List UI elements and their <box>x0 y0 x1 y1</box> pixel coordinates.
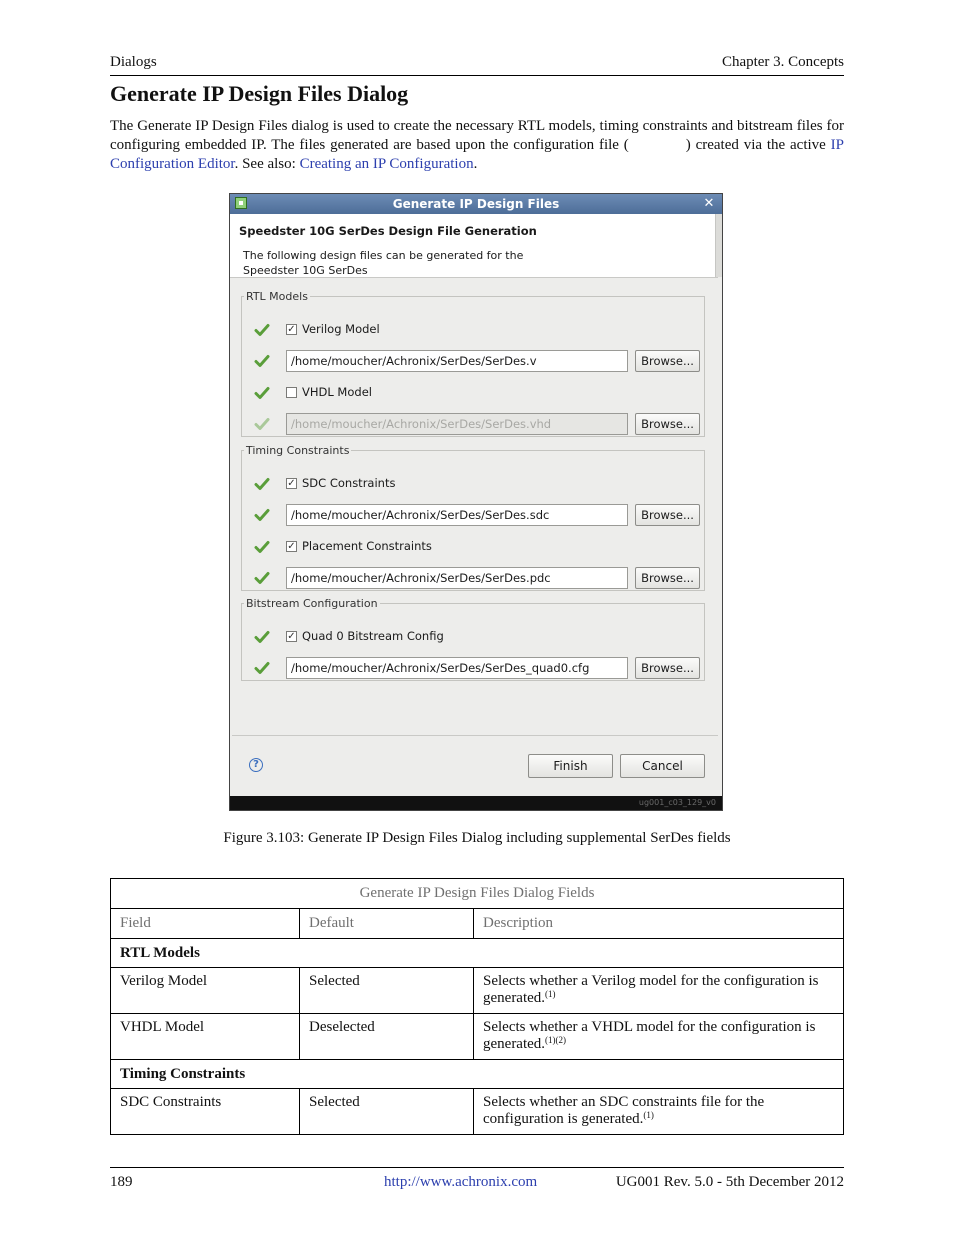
footnote-ref: (1) <box>545 989 556 999</box>
vhdl-model-row <box>242 380 704 406</box>
header-description: Description <box>474 909 844 939</box>
table-row <box>111 968 844 1014</box>
verilog-browse-button[interactable]: Browse... <box>635 350 700 372</box>
banner-title: Speedster 10G SerDes Design File Generation <box>239 224 537 238</box>
intro-text-1: The Generate IP Design Files dialog is used to create the necessary RTL models, timing constraints and bitstream files for configuring embedded IP. The files generated are based upon the configuration file ( <box>110 118 844 153</box>
ip-configuration-editor-link[interactable]: IP Configuration Editor <box>110 137 845 172</box>
running-header-chapter: Chapter 3. Concepts <box>721 54 844 70</box>
cell-description <box>474 1014 844 1060</box>
banner-line-2: Speedster 10G SerDes <box>243 264 368 277</box>
cell-default: Selected <box>300 1089 474 1135</box>
vhdl-model-checkbox[interactable] <box>286 387 297 398</box>
description-text: Selects whether an SDC constraints file for the configuration is generated. <box>483 1094 765 1127</box>
vhdl-path-row <box>242 411 704 437</box>
dialog-titlebar[interactable] <box>230 194 722 214</box>
table-row <box>111 1014 844 1060</box>
intro-text-4: . <box>473 156 478 172</box>
help-icon[interactable]: ? <box>249 758 263 772</box>
button-bar-separator <box>232 735 718 736</box>
timing-constraints-group <box>241 444 705 591</box>
running-header-section: Dialogs <box>110 54 157 70</box>
rtl-models-group <box>241 290 705 437</box>
check-ok-icon <box>254 507 270 523</box>
intro-paragraph <box>110 117 844 174</box>
figure-caption: Figure 3.103: Generate IP Design Files Dialog including supplemental SerDes fields <box>223 830 731 846</box>
vhdl-model-label[interactable]: VHDL Model <box>302 385 372 399</box>
dialog-title: Generate IP Design Files <box>392 197 560 211</box>
cell-default: Deselected <box>300 1014 474 1060</box>
intro-text-3: . See also: <box>234 156 300 172</box>
verilog-path-input[interactable]: /home/moucher/Achronix/SerDes/SerDes.v <box>286 350 628 372</box>
banner-description <box>243 248 523 278</box>
creating-ip-configuration-link[interactable]: Creating an IP Configuration <box>299 156 474 172</box>
table-caption: Generate IP Design Files Dialog Fields <box>111 879 844 909</box>
sdc-constraints-checkbox[interactable]: ✓ <box>287 478 296 489</box>
image-id-label: ug001_c03_129_v0 <box>230 796 722 810</box>
check-ok-icon <box>254 629 270 645</box>
table-row <box>111 1089 844 1135</box>
quad0-bitstream-label[interactable]: Quad 0 Bitstream Config <box>302 629 444 643</box>
sdc-browse-button[interactable]: Browse... <box>635 504 700 526</box>
check-ok-icon <box>254 416 270 432</box>
dialog-fields-table <box>110 878 844 1135</box>
app-icon <box>235 197 247 209</box>
header-field: Field <box>111 909 300 939</box>
generate-ip-design-files-dialog <box>229 193 723 811</box>
check-ok-icon <box>254 353 270 369</box>
page-number: 189 <box>110 1174 133 1190</box>
footnote-ref: (1)(2) <box>545 1035 567 1045</box>
verilog-model-row <box>242 317 704 343</box>
bitstream-configuration-group <box>241 597 705 681</box>
vhdl-path-input: /home/moucher/Achronix/SerDes/SerDes.vhd <box>286 413 628 435</box>
footer-rule <box>110 1167 844 1168</box>
quad0-row <box>242 624 704 650</box>
verilog-model-label[interactable]: Verilog Model <box>302 322 380 336</box>
cell-field: SDC Constraints <box>111 1089 300 1135</box>
table-section-row <box>111 1060 844 1089</box>
check-ok-icon <box>254 322 270 338</box>
sdc-row <box>242 471 704 497</box>
quad0-path-row <box>242 655 704 681</box>
header-rule <box>110 75 844 76</box>
placement-browse-button[interactable]: Browse... <box>635 567 700 589</box>
dialog-banner <box>230 214 718 278</box>
verilog-path-row <box>242 348 704 374</box>
quad0-browse-button[interactable]: Browse... <box>635 657 700 679</box>
finish-button[interactable]: Finish <box>528 754 613 778</box>
description-text: Selects whether a VHDL model for the configuration is generated. <box>483 1019 816 1052</box>
cell-field: Verilog Model <box>111 968 300 1014</box>
section-title: Generate IP Design Files Dialog <box>110 81 409 106</box>
document-revision: UG001 Rev. 5.0 - 5th December 2012 <box>615 1174 844 1190</box>
cell-description <box>474 968 844 1014</box>
timing-constraints-legend: Timing Constraints <box>246 444 350 457</box>
check-ok-icon <box>254 570 270 586</box>
sdc-path-row <box>242 502 704 528</box>
check-ok-icon <box>254 539 270 555</box>
bitstream-configuration-legend: Bitstream Configuration <box>246 597 378 610</box>
rtl-models-legend: RTL Models <box>246 290 308 303</box>
vhdl-browse-button[interactable]: Browse... <box>635 413 700 435</box>
placement-constraints-checkbox[interactable]: ✓ <box>287 541 296 552</box>
cell-description <box>474 1089 844 1135</box>
website-link[interactable]: http://www.achronix.com <box>384 1174 538 1190</box>
placement-row <box>242 534 704 560</box>
placement-path-row <box>242 565 704 591</box>
check-ok-icon <box>254 385 270 401</box>
check-ok-icon <box>254 476 270 492</box>
intro-text-2: ) created via the active <box>685 137 831 153</box>
check-ok-icon <box>254 660 270 676</box>
quad0-bitstream-checkbox[interactable]: ✓ <box>287 631 296 642</box>
placement-constraints-label[interactable]: Placement Constraints <box>302 539 432 553</box>
table-section-row <box>111 939 844 968</box>
quad0-path-input[interactable]: /home/moucher/Achronix/SerDes/SerDes_quad0.cfg <box>286 657 628 679</box>
close-icon[interactable]: ✕ <box>703 196 715 211</box>
section-rtl-models: RTL Models <box>111 939 844 968</box>
table-caption-row <box>111 879 844 909</box>
section-timing-constraints: Timing Constraints <box>111 1060 844 1089</box>
sdc-constraints-label[interactable]: SDC Constraints <box>302 476 396 490</box>
footnote-ref: (1) <box>643 1110 654 1120</box>
description-text: Selects whether a Verilog model for the configuration is generated. <box>483 973 819 1006</box>
sdc-path-input[interactable]: /home/moucher/Achronix/SerDes/SerDes.sdc <box>286 504 628 526</box>
banner-scrollbar[interactable] <box>715 214 722 277</box>
header-default: Default <box>300 909 474 939</box>
cell-field: VHDL Model <box>111 1014 300 1060</box>
cell-default: Selected <box>300 968 474 1014</box>
table-header-row <box>111 909 844 939</box>
placement-path-input[interactable]: /home/moucher/Achronix/SerDes/SerDes.pdc <box>286 567 628 589</box>
verilog-model-checkbox[interactable]: ✓ <box>287 324 296 335</box>
banner-line-1: The following design files can be generated for the <box>243 249 524 262</box>
cancel-button[interactable]: Cancel <box>620 754 705 778</box>
